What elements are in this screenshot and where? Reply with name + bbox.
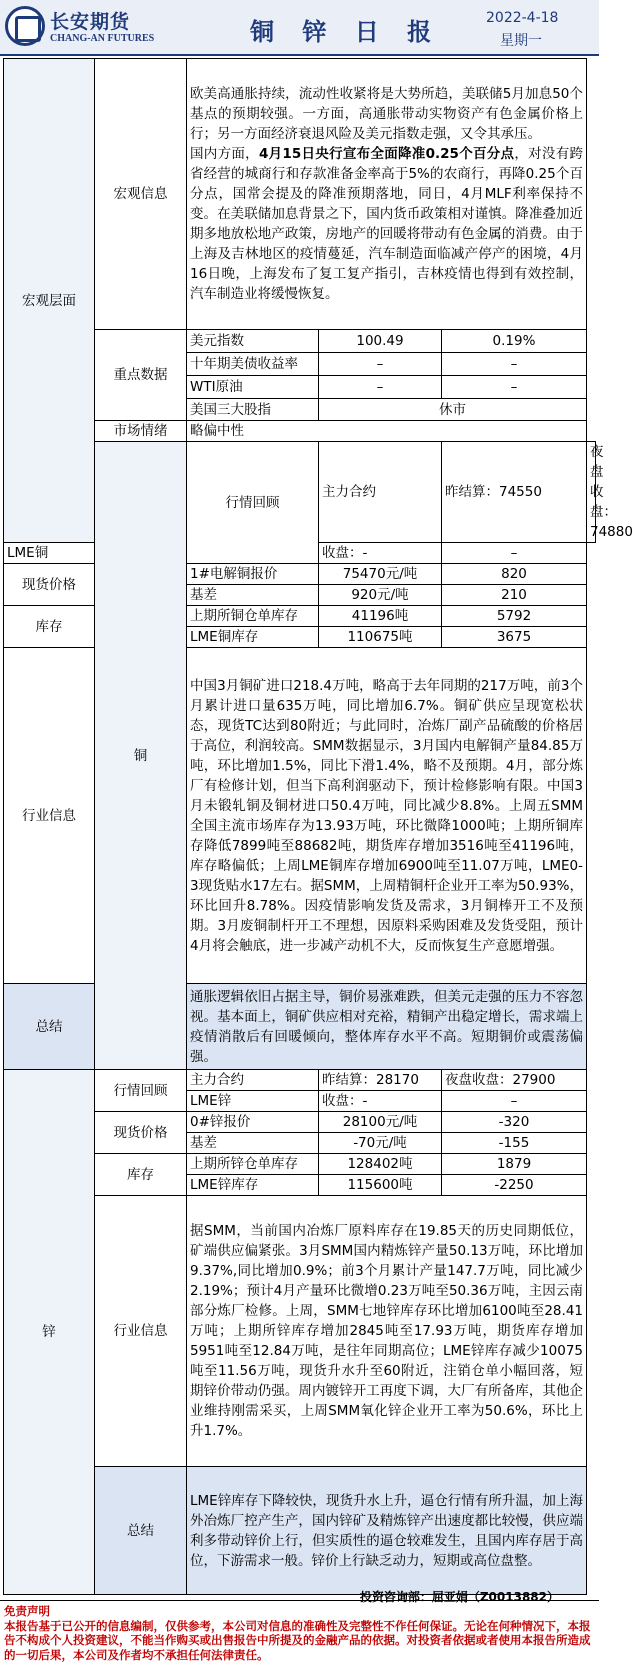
copper-row-change: – (442, 543, 587, 564)
zinc-row-name: 0#锌报价 (187, 1112, 319, 1133)
key-row-name: 十年期美债收益率 (187, 353, 319, 376)
zinc-row-change: -155 (442, 1133, 587, 1154)
key-row-value: 100.49 (319, 330, 442, 353)
zinc-row-change: -320 (442, 1112, 587, 1133)
zinc-row-value: 收盘：- (319, 1091, 442, 1112)
copper-row-change: 210 (442, 585, 587, 606)
section-macro: 宏观层面 (4, 59, 95, 543)
copper-row-change: 820 (442, 564, 587, 585)
zinc-row-value: 昨结算：28170 (319, 1070, 442, 1091)
report-date: 2022-4-18 (486, 10, 559, 26)
key-row-value: 休市 (319, 399, 587, 421)
copper-row-change: 夜盘收盘：74880 (587, 442, 596, 543)
copper-summary-text: 通胀逻辑依旧占据主导，铜价易涨难跌，但美元走强的压力不容忽视。基本面上，铜矿供应相对充裕，精铜产出稳定增长，需求端上疫情消散后有回暖倾向，整体库存水平不高。短期铜价或震荡偏强。 (187, 984, 587, 1070)
zinc-quote-label: 行情回顾 (95, 1070, 187, 1112)
zinc-industry-label: 行业信息 (95, 1196, 187, 1467)
copper-row-value: 110675吨 (319, 627, 442, 648)
macro-paragraph-1: 欧美高通胀持续，流动性收紧将是大势所趋，美联储5月加息50个基点的预期较强。一方面，高通胀带动实物资产有色金属价格上行；另一方面经济衰退风险及美元指数走强，又令其承压。 (190, 86, 583, 142)
copper-stock-label: 库存 (4, 606, 95, 648)
brand-name-en: CHANG-AN FUTURES (50, 33, 155, 44)
macro-info-label: 宏观信息 (95, 59, 187, 330)
macro-p2-highlight: 4月15日央行宣布全面降准0.25个百分点 (258, 146, 515, 162)
copper-row-change: 5792 (442, 606, 587, 627)
report-title: 铜 锌 日 报 (250, 18, 442, 46)
zinc-summary-text: LME锌库存下降较快，现货升水上升，逼仓行情有所升温，加上海外冶炼厂控产生产，国内锌矿及精炼锌产出速度都比较慢，供应端利多带动锌价上行，但实质性的逼仓较难发生，且国内库存居于高位，下游需求一般。锌价上行缺乏动力，短期或高位盘整。 (187, 1467, 587, 1595)
key-row-value: – (319, 376, 442, 399)
footer-divider (0, 1600, 599, 1601)
copper-row-value: 收盘：- (319, 543, 442, 564)
copper-industry-text: 中国3月铜矿进口218.4万吨，略高于去年同期的217万吨，前3个月累计进口量635万吨，同比增加6.7%。铜矿供应呈现宽松状态，现货TC达到80附近；与此同时，冶炼厂副产品硫酸的价格居于高位，利润较高。SMM数据显示，3月国内电解铜产量84.85万吨，环比增加1.5%，同比下滑1.4%，略不及预期。4月，部分炼厂有检修计划，但当下高利润驱动下，预计检修影响有限。中国3月未锻轧铜及铜材进口50.4万吨，同比减少8.8%。上周五SMM全国主流市场库存为13.93万吨，环比微降1000吨；上期所铜库存降低7899吨至88682吨，期货库存增加3516吨至41196吨，库存略偏低；上周LME铜库存增加6900吨至11.07万吨，LME0-3现货贴水17左右。据SMM，上周精铜杆企业开工率为50.93%，环比回升8.78%。因疫情影响发货及需求，3月铜棒开工不及预期。3月废铜制杆开工不理想，因原料采购困难及发货受阻，预计4月将会触底，进一步减产动机不大，反而恢复生产意愿增强。 (187, 648, 587, 984)
zinc-row-value: -70元/吨 (319, 1133, 442, 1154)
copper-industry-label: 行业信息 (4, 648, 95, 984)
copper-row-name: LME铜库存 (187, 627, 319, 648)
copper-row-name: 基差 (187, 585, 319, 606)
zinc-industry-text: 据SMM，当前国内冶炼厂原料库存在19.85天的历史同期低位，矿端供应偏紧张。3月SMM国内精炼锌产量50.13万吨，环比增加9.37%,同比增加0.9%；前3个月累计产量147.7万吨，同比减少2.19%；预计4月产量环比微增0.23万吨至50.36万吨，主因云南部分炼厂检修。上周，SMM七地锌库存环比增加6100吨至28.41万吨；上期所锌库存增加2845吨至17.93万吨，期货库存增加5951吨至12.84万吨，是往年同期高位；LME锌库存减少10075吨至11.56万吨，现货升水升至60附近，注销仓单小幅回落，短期锌价带动仍强。周内镀锌开工再度下调，大厂有所备库，其他企业维持刚需采买，上周SMM氧化锌企业开工率为50.6%，环比上升1.7%。 (187, 1196, 587, 1467)
copper-row-value: 920元/吨 (319, 585, 442, 606)
company-logo-icon (5, 6, 45, 46)
disclaimer (4, 1604, 594, 1662)
zinc-row-value: 28100元/吨 (319, 1112, 442, 1133)
disclaimer-title: 免责声明 (4, 1604, 50, 1618)
zinc-row-change: – (442, 1091, 587, 1112)
macro-p2-rest: ，对没有跨省经营的城商行和存款准备金率高于5%的农商行，再降0.25个百分点，国常会提及的降准预期落地，同日，4月MLF利率保持不变。在美联储加息背景之下，国内货币政策相对谨慎。降准叠加近期多地放松地产政策，房地产的回暖将带动有色金属的消费。由于上海及吉林地区的疫情蔓延，汽车制造面临减产停产的困境，4月16日晚，上海发布了复工复产指引，吉林疫情也得到有效控制，汽车制造业将缓慢恢复。 (190, 146, 584, 302)
key-row-change: 0.19% (442, 330, 587, 353)
key-row-change: – (442, 376, 587, 399)
copper-row-change: 3675 (442, 627, 587, 648)
section-zinc: 锌 (4, 1070, 95, 1595)
zinc-row-name: 基差 (187, 1133, 319, 1154)
market-mood-label: 市场情绪 (95, 421, 187, 442)
copper-row-name: LME铜 (4, 543, 95, 564)
macro-info-text (187, 59, 587, 330)
key-row-name: 美国三大股指 (187, 399, 319, 421)
brand-name-cn: 长安期货 (50, 11, 131, 33)
zinc-row-name: 上期所锌仓单库存 (187, 1154, 319, 1175)
section-copper: 铜 (95, 442, 187, 1070)
market-mood-value: 略偏中性 (187, 421, 587, 442)
key-row-change: – (442, 353, 587, 376)
macro-p2-lead: 国内方面， (190, 146, 259, 162)
copper-row-value: 昨结算：74550 (442, 442, 587, 543)
report-header (0, 0, 599, 56)
report-table (3, 58, 633, 1595)
key-row-value: – (319, 353, 442, 376)
zinc-stock-label: 库存 (95, 1154, 187, 1196)
copper-row-name: 主力合约 (319, 442, 442, 543)
zinc-row-name: LME锌 (187, 1091, 319, 1112)
report-weekday: 星期一 (500, 33, 542, 49)
zinc-spot-label: 现货价格 (95, 1112, 187, 1154)
copper-quote-label: 行情回顾 (187, 442, 319, 564)
zinc-row-name: LME锌库存 (187, 1175, 319, 1196)
copper-row-value: 75470元/吨 (319, 564, 442, 585)
key-data-label: 重点数据 (95, 330, 187, 421)
copper-row-name: 上期所铜仓单库存 (187, 606, 319, 627)
disclaimer-text: 本报告基于已公开的信息编制，仅供参考，本公司对信息的准确性及完整性不作任何保证。无论在何种情况下，本报告不构成个人投资建议，不能当作购买或出售报告中所提及的金融产品的依据。对投资者依据或者使用本报告所造成的一切后果，本公司及作者均不承担任何法律责任。 (4, 1618, 591, 1662)
zinc-row-change: 1879 (442, 1154, 587, 1175)
zinc-row-name: 主力合约 (187, 1070, 319, 1091)
zinc-row-change: -2250 (442, 1175, 587, 1196)
zinc-summary-label: 总结 (95, 1467, 187, 1595)
zinc-row-value: 115600吨 (319, 1175, 442, 1196)
key-row-name: 美元指数 (187, 330, 319, 353)
macro-paragraph-2 (190, 144, 583, 304)
copper-row-value: 41196吨 (319, 606, 442, 627)
key-row-name: WTI原油 (187, 376, 319, 399)
consultant-credit: 投资咨询部：屈亚娟（Z0013882） (359, 1590, 559, 1604)
zinc-row-value: 128402吨 (319, 1154, 442, 1175)
copper-summary-label: 总结 (4, 984, 95, 1070)
zinc-row-change: 夜盘收盘：27900 (442, 1070, 587, 1091)
copper-row-name: 1#电解铜报价 (187, 564, 319, 585)
copper-spot-label: 现货价格 (4, 564, 95, 606)
